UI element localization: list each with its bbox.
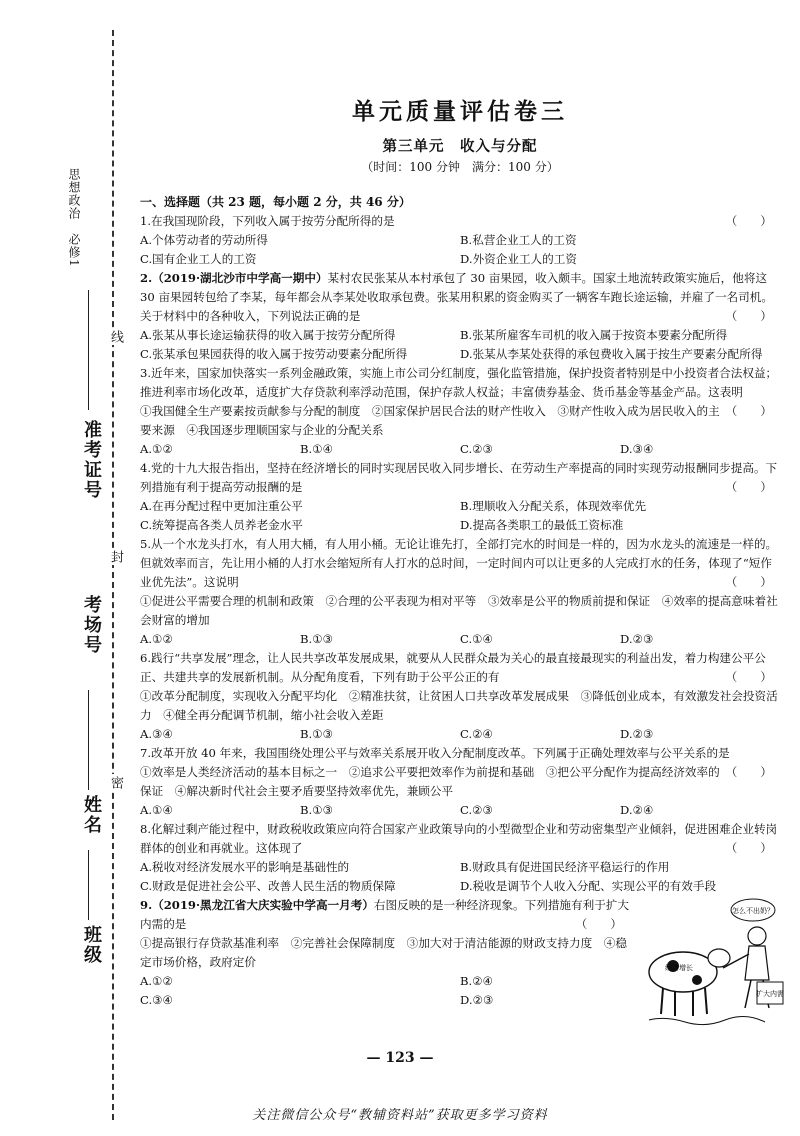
q4-stem: 4.党的十九大报告指出，坚持在经济增长的同时实现居民收入同步增长、在劳动生产率提高的同时实现劳动报酬同步提高。下列措施有利于提高劳动报酬的是 [140, 461, 778, 494]
class-label: 班级 [81, 925, 102, 965]
q2-option-d: D.张某从李某处获得的承包费收入属于按生产要素分配所得 [460, 347, 763, 361]
q6-stem: 6.践行“共享发展”理念，让人民共享改革发展成果，就要从人民群众最为关心的最直接最现实的利益出发，着力构建公平公正、共建共享的发展新机制。从分配角度看，下列有助于公平公正的有 [140, 651, 766, 684]
q2-answer-paren: （ ） [725, 309, 772, 323]
q2-option-a: A.张某从事长途运输获得的收入属于按劳分配所得 [140, 328, 396, 342]
question-2 [140, 269, 780, 364]
cow-body [649, 952, 717, 992]
q3-items: ①我国健全生产要素按贡献参与分配的制度 ②国家保护居民合法的财产性收入 ③财产性收入成为居民收入的主要来源 ④我国逐步理顺国家与企业的分配关系 [140, 404, 720, 437]
q1-stem: 1.在我国现阶段，下列收入属于按劳分配所得的是 [140, 214, 395, 228]
q8-option-b: B.财政具有促进国民经济平稳运行的作用 [460, 860, 670, 874]
exam-subtitle: 第三单元 收入与分配 [382, 138, 538, 155]
section-heading: 一、选择题（共 23 题，每小题 2 分，共 46 分） [140, 195, 411, 209]
q1-option-a: A.个体劳动者的劳动所得 [140, 233, 268, 247]
q9-answer-paren: （ ） [575, 917, 622, 931]
q7-option-a: A.①④ [140, 803, 173, 817]
question-6 [140, 649, 780, 744]
q4-option-a: A.在再分配过程中更加注重公平 [140, 499, 303, 513]
q6-option-c: C.②④ [460, 727, 493, 741]
q7-answer-paren: （ ） [725, 765, 772, 779]
q8-answer-paren: （ ） [725, 841, 772, 855]
q9-option-b: B.②④ [460, 974, 493, 988]
subject-label: 思想政治 必修1 [67, 168, 81, 268]
q2-option-c: C.张某承包果园获得的收入属于按劳动要素分配所得 [140, 347, 408, 361]
line-mark: 线 [108, 330, 123, 343]
q7-option-b: B.①③ [300, 803, 333, 817]
q9-stem: 右图反映的是一种经济现象。下列措施有利于扩大内需的是 [140, 898, 629, 931]
q3-stem: 3.近年来，国家加快落实一系列金融政策，实施上市公司分红制度，强化监管措施，保护投资者特别是中小投资者合法权益；推进利率市场化改革，适度扩大存贷款利率浮动范围，保护存款人权益；丰富债券基金、货币基金等基金产品。这表明 [140, 366, 778, 399]
question-8 [140, 820, 780, 896]
cow-label: 经济增长 [665, 964, 693, 972]
exam-number-label: 准考证号 [81, 420, 102, 500]
q2-source: 2.（2019·湖北沙市中学高一期中） [140, 271, 328, 285]
question-5 [140, 535, 780, 649]
q1-answer-paren: （ ） [725, 214, 772, 228]
q4-answer-paren: （ ） [725, 480, 772, 494]
cow-leg [661, 988, 663, 1014]
q2-stem: 某村农民张某从本村承包了 30 亩果园，收入颇丰。国家土地流转政策实施后，他将这 30 亩果园转包给了李某，每年都会从李某处收取承包费。张某用积累的资金购买了一辆客车跑长途运输，并雇了一名司机。关于材料中的各种收入，下列说法正确的是 [140, 271, 773, 323]
q1-option-c: C.国有企业工人的工资 [140, 252, 257, 266]
question-3 [140, 364, 780, 459]
ground-grass [649, 1016, 765, 1024]
man-head [748, 927, 766, 945]
cow-cartoon-illustration [645, 896, 785, 1036]
question-4 [140, 459, 780, 535]
q7-option-d: D.②④ [620, 803, 654, 817]
question-7 [140, 744, 780, 820]
q9-source: 9.（2019·黑龙江省大庆实验中学高一月考） [140, 898, 374, 912]
q9-option-c: C.③④ [140, 993, 173, 1007]
bubble-text: 怎么不出奶？ [732, 907, 774, 915]
binding-dashed-line [112, 30, 114, 1120]
cow-leg-4 [705, 988, 707, 1014]
q7-option-c: C.②③ [460, 803, 493, 817]
sign-text: 扩大内需 [756, 990, 784, 998]
q9-items: ①提高银行存贷款基准利率 ②完善社会保障制度 ③加大对于清洁能源的财政支持力度 ④稳定市场价格，政府定价 [140, 936, 627, 969]
name-line [88, 850, 89, 920]
q3-option-d: D.③④ [620, 442, 654, 456]
q7-stem: 7.改革开放 40 年来，我国围绕处理公平与效率关系展开收入分配制度改革。下列属于正确处理效率与公平关系的是 [140, 746, 730, 760]
q1-option-b: B.私营企业工人的工资 [460, 233, 577, 247]
man-body [745, 946, 769, 980]
exam-content [140, 98, 784, 1010]
q6-option-d: D.②③ [620, 727, 654, 741]
q5-items: ①促进公平需要合理的机制和政策 ②合理的公平表现为相对平等 ③效率是公平的物质前提和保证 ④效率的提高意味着社会财富的增加 [140, 594, 778, 627]
q6-items: ①改革分配制度，实现收入分配平均化 ②精准扶贫，让贫困人口共享改革发展成果 ③降低创业成本，有效激发社会投资活力 ④健全再分配调节机制，缩小社会收入差距 [140, 689, 778, 722]
question-1 [140, 212, 780, 269]
q9-option-a: A.①② [140, 974, 173, 988]
binding-margin [0, 0, 123, 1136]
q6-option-a: A.③④ [140, 727, 173, 741]
q5-option-c: C.①④ [460, 632, 493, 646]
exam-meta: （时间：100 分钟 满分：100 分） [361, 160, 559, 174]
cow-spot-2 [692, 975, 702, 985]
q3-option-c: C.②③ [460, 442, 493, 456]
q3-option-b: B.①④ [300, 442, 333, 456]
room-number-label: 考场号 [81, 595, 102, 655]
seal-mark: 封 [108, 550, 123, 563]
q6-answer-paren: （ ） [725, 670, 772, 684]
q5-answer-paren: （ ） [725, 575, 772, 589]
q3-answer-paren: （ ） [725, 404, 772, 418]
q5-option-b: B.①③ [300, 632, 333, 646]
q8-option-d: D.税收是调节个人收入分配、实现公平的有效手段 [460, 879, 717, 893]
q8-option-c: C.财政是促进社会公平、改善人民生活的物质保障 [140, 879, 396, 893]
q5-option-a: A.①② [140, 632, 173, 646]
q3-option-a: A.①② [140, 442, 173, 456]
q1-option-d: D.外资企业工人的工资 [460, 252, 577, 266]
footer-note: 关注微信公众号“教辅资料站”获取更多学习资料 [252, 1108, 548, 1123]
exam-title: 单元质量评估卷三 [352, 98, 568, 125]
name-label: 姓名 [81, 795, 102, 835]
q7-items: ①效率是人类经济活动的基本目标之一 ②追求公平要把效率作为前提和基础 ③把公平分配作为提高经济效率的保证 ④解决新时代社会主要矛盾要坚持效率优先，兼顾公平 [140, 765, 720, 798]
q5-option-d: D.②③ [620, 632, 654, 646]
secret-mark: 密 [108, 776, 123, 789]
q4-option-d: D.提高各类职工的最低工资标准 [460, 518, 624, 532]
cow-head [708, 949, 730, 967]
room-number-line [88, 690, 89, 790]
man-leg-left [745, 980, 751, 1008]
q6-option-b: B.①③ [300, 727, 333, 741]
q2-option-b: B.张某所雇客车司机的收入属于按资本要素分配所得 [460, 328, 728, 342]
exam-number-line [88, 290, 89, 410]
q9-option-d: D.②③ [460, 993, 494, 1007]
q4-option-c: C.统筹提高各类人员养老金水平 [140, 518, 303, 532]
q8-stem: 8.化解过剩产能过程中，财政税收政策应向符合国家产业政策导向的小型微型企业和劳动密集型产业倾斜，促进困难企业转岗群体的创业和再就业。这体现了 [140, 822, 778, 855]
question-9 [140, 896, 784, 1010]
q5-stem: 5.从一个水龙头打水，有人用大桶，有人用小桶。无论让谁先打，全部打完水的时间是一样的，因为水龙头的流速是一样的。但就效率而言，先让用小桶的人打水会缩短所有人打水的总时间，一定时间内可以让更多的人完成打水的任务，体现了“短作业优先法”。这说明 [140, 537, 778, 589]
page-number: — 123 — [366, 1050, 434, 1066]
q4-option-b: B.理顺收入分配关系，体现效率优先 [460, 499, 647, 513]
q8-option-a: A.税收对经济发展水平的影响是基础性的 [140, 860, 350, 874]
